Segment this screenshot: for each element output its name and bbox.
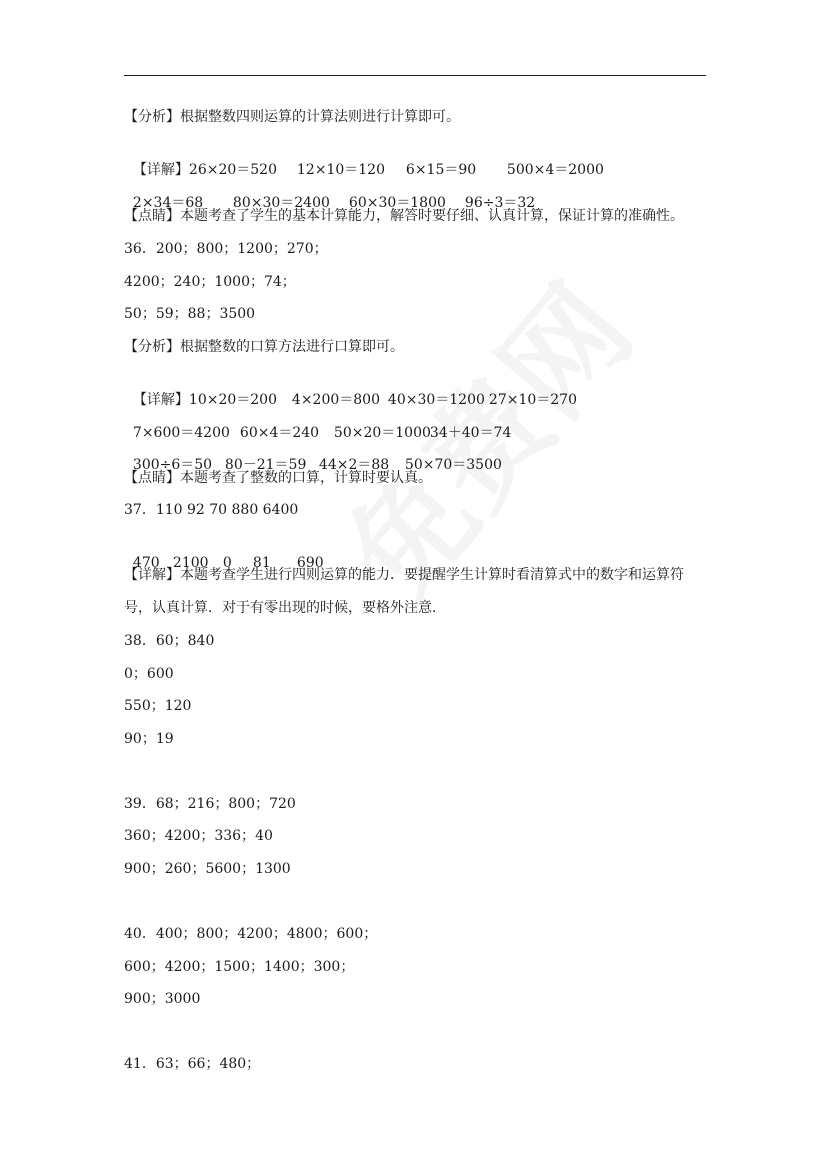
answer-line: 900；260；5600；1300 [124, 861, 291, 877]
answer-line: 360；4200；336；40 [124, 828, 273, 844]
answer-line: 40．400；800；4200；4800；600； [124, 926, 378, 942]
answer-item: 0 [222, 555, 232, 571]
answer-line: 37．110 92 70 880 6400 [124, 502, 299, 518]
calc-item: 40×30＝1200 [387, 392, 485, 408]
calc-item: 12×10＝120 [296, 162, 385, 178]
calc-item: 300÷6＝50 [132, 457, 213, 473]
calc-item: 2×34＝68 [132, 195, 204, 211]
calc-item: 50×70＝3500 [404, 457, 502, 473]
calc-item: 【详解】26×20＝520 [132, 162, 277, 178]
calc-item: 6×15＝90 [405, 162, 477, 178]
calc-item: 80－21＝59 [224, 457, 307, 473]
answer-line: 90；19 [124, 731, 174, 747]
calc-item: 60×30＝1800 [348, 195, 446, 211]
calc-item: 80×30＝2400 [232, 195, 330, 211]
answer-line: 0；600 [124, 666, 174, 682]
calc-item: 500×4＝2000 [506, 162, 604, 178]
header-rule [124, 75, 706, 76]
calc-item: 【详解】10×20＝200 [132, 392, 277, 408]
comment-line: 【点睛】本题考查了整数的口算，计算时要认真。 [124, 470, 432, 486]
answer-line: 550；120 [124, 698, 192, 714]
calc-item: 60×4＝240 [239, 425, 320, 441]
answer-line: 50；59；88；3500 [124, 306, 256, 322]
calc-item: 44×2＝88 [318, 457, 390, 473]
answer-line: 4200；240；1000；74； [124, 274, 296, 290]
calc-item: 34＋40＝74 [429, 425, 512, 441]
analysis-line: 【分析】根据整数四则运算的计算法则进行计算即可。 [124, 109, 460, 125]
answer-line: 39．68；216；800；720 [124, 796, 296, 812]
calc-item: 96÷3＝32 [464, 195, 536, 211]
answer-line: 600；4200；1500；1400；300； [124, 959, 355, 975]
answer-item: 470 [132, 555, 160, 571]
calc-item: 4×200＝800 [291, 392, 380, 408]
analysis-line: 【分析】根据整数的口算方法进行口算即可。 [124, 339, 404, 355]
calc-item: 27×10＝270 [488, 392, 577, 408]
calc-item: 7×600＝4200 [132, 425, 230, 441]
answer-item: 690 [296, 555, 324, 571]
calc-item: 50×20＝1000 [333, 425, 431, 441]
answer-item: 2100 [172, 555, 209, 571]
answer-line: 41．63；66；480； [124, 1056, 261, 1072]
answer-line: 900；3000 [124, 991, 201, 1007]
answer-item: 81 [252, 555, 271, 571]
comment-line: 【点睛】本题考查了学生的基本计算能力，解答时要仔细、认真计算，保证计算的准确性。 [124, 208, 684, 224]
detail-paragraph: 【详解】本题考查学生进行四则运算的能力．要提醒学生计算时看清算式中的数字和运算符号，认真计算．对于有零出现的时候，要格外注意． [124, 567, 684, 616]
answer-line: 36．200；800；1200；270； [124, 241, 328, 257]
answer-line: 38．60；840 [124, 633, 215, 649]
